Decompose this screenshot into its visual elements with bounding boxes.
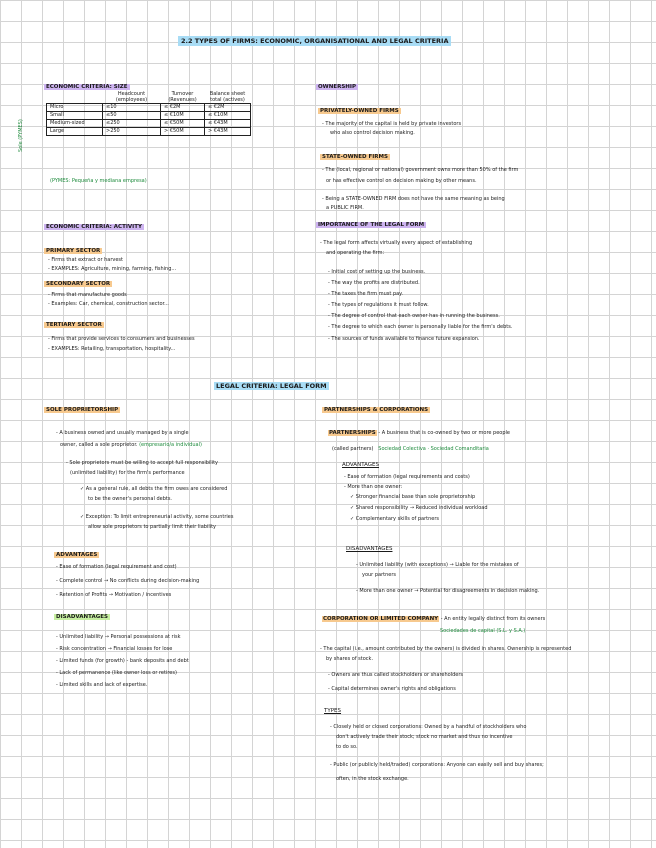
importance-item: - The sources of funds available to finance future expansion. [328,336,480,342]
cell-turnover: ≤ €10M [161,112,205,120]
col-balance: Balance sheet total (actives) [205,91,251,104]
partner-text: - A business that is co-owned by two or more people [378,430,511,436]
sole-intro-text: owner, called a sole proprietor. [60,442,138,448]
partner-dis-heading: DISADVANTAGES [346,546,393,552]
pymes-side-label: Sole (PYMES) [18,119,24,152]
cell-turnover: ≤ €50M [161,120,205,128]
secondary-line: - Examples: Car, chemical, construction sector... [48,301,169,307]
corp-def [322,616,545,623]
sole-intro-green: (empresario/a individual) [139,442,202,448]
importance-item: - The taxes the firm must pay. [328,291,404,297]
cell-balance: ≤ €2M [205,104,251,112]
partner-adv: ✓ Shared responsibility → Reduced individual workload [350,505,488,511]
cell-headcount: ≤50 [103,112,161,120]
partner-dis: - Unlimited liability (with exceptions) → Liable for the mistakes of [356,562,519,568]
legal-form-heading: LEGAL CRITERIA: LEGAL FORM [216,382,327,390]
partner-text2: (called partners) [332,446,374,452]
state-line: or has effective control on decision making by other means. [326,178,477,184]
sole-para: (unlimited liability) for the firm's performance [70,470,185,476]
cell-balance: ≤ €10M [205,112,251,120]
corp-line: by shares of stock. [326,656,374,662]
sole-dis: - Lack of permanence (like owner loss or retires) [56,670,177,676]
partner-def [328,430,510,437]
importance-heading: IMPORTANCE OF THE LEGAL FORM [318,222,425,228]
sole-dis: - Unlimited liability → Personal possessions at risk [56,634,181,640]
table-header-row [47,91,251,104]
row-label: Small [47,112,103,120]
partner-green: Sociedad Colectiva · Sociedad Comanditaria [378,446,489,452]
ownership-heading: OWNERSHIP [318,84,356,90]
importance-item: - The degree to which each owner is personally liable for the firm's debts. [328,324,513,330]
partner-adv: ✓ Complementary skills of partners [350,516,440,522]
private-line: - The majority of the capital is held by private investors [322,121,462,127]
importance-item: - Initial cost of setting up the business. [328,269,426,275]
check-text: Exception: To limit entrepreneurial activity, some countries [85,514,234,520]
sole-heading: SOLE PROPRIETORSHIP [46,407,119,413]
sole-dis: - Risk concentration → Financial losses for lose [56,646,173,652]
cell-headcount: >250 [103,128,161,136]
page-title: 2.2 TYPES OF FIRMS: ECONOMIC, ORGANISATIONAL AND LEGAL CRITERIA [178,36,451,46]
sole-adv: - Retention of Profits → Motivation / incentives [56,592,172,598]
partner-dis: - More than one owner → Potential for disagreements in decision making. [356,588,540,594]
primary-line: - EXAMPLES: Agriculture, mining, farming, fishing... [48,266,177,272]
primary-line: - Firms that extract or harvest [48,257,123,263]
corp-line: - Capital determines owner's rights and obligations [328,686,456,692]
importance-item: - The types of regulations it must follow. [328,302,429,308]
sole-adv: - Ease of formation (legal requirement and cost) [56,564,177,570]
corp-line: - The capital (i.e., amount contributed by the owners) is divided in shares. Ownership is represented [320,646,572,652]
types-line: to do so. [336,744,358,750]
sole-dis-heading: DISADVANTAGES [56,614,108,620]
partner-adv: - More than one owner: [344,484,403,490]
col-turnover: Turnover (Revenues) [161,91,205,104]
types-heading: TYPES [324,708,342,714]
partner-adv: - Ease of formation (legal requirements and costs) [344,474,470,480]
cell-turnover: > €50M [161,128,205,136]
secondary-heading: SECONDARY SECTOR [46,281,111,287]
table-row [47,128,251,136]
types-line: don't actively trade their stock; stock no market and thus no incentive [336,734,513,740]
sole-check-cont: to be the owner's personal debts. [88,496,173,502]
tertiary-line: - Firms that provide services to consumers and businesses [48,336,195,342]
state-heading: STATE-OWNED FIRMS [322,154,388,160]
state-line: - The (local, regional or national) government owns more than 50% of the firm [322,167,519,173]
sole-adv: - Complete control → No conflicts during decision-making [56,578,200,584]
size-heading: ECONOMIC CRITERIA: SIZE [46,84,128,90]
types-line: - Public (or publicly held/traded) corporations: Anyone can easily sell and buy shares; [330,762,544,768]
types-line: often, in the stock exchange. [336,776,409,782]
check-icon: ✓ [80,486,86,492]
partner-adv: ✓ Stronger financial base than sole proprietorship [350,494,476,500]
cell-turnover: ≤ €2M [161,104,205,112]
table-row [47,120,251,128]
row-label: Large [47,128,103,136]
size-table-wrap [46,91,251,136]
tertiary-line: - EXAMPLES: Retailing, transportation, hospitality... [48,346,176,352]
col-headcount: Headcount (employees) [103,91,161,104]
partner-label: PARTNERSHIPS [329,430,376,436]
check-text: As a general rule, all debts the firm owes are considered [85,486,228,492]
tertiary-heading: TERTIARY SECTOR [46,322,102,328]
importance-intro: - The legal form affects virtually every aspect of establishing [320,240,473,246]
table-row [47,104,251,112]
sole-intro: - A business owned and usually managed by a single [56,430,189,436]
check-icon: ✓ [80,514,86,520]
private-line: who also control decision making. [330,130,415,136]
sole-check-cont: allow sole proprietors to partially limit their liability [88,524,217,530]
cell-headcount: ≤250 [103,120,161,128]
state-line: - Being a STATE-OWNED FIRM does not have the same meaning as being [322,196,505,202]
row-label: Medium-sized [47,120,103,128]
partner-dis: your partners [362,572,396,578]
importance-item: - The way the profits are distributed. [328,280,420,286]
activity-heading: ECONOMIC CRITERIA: ACTIVITY [46,224,142,230]
sole-check [80,486,227,493]
sole-intro [60,442,202,449]
corp-label: CORPORATION OR LIMITED COMPANY [323,616,439,622]
sole-para: - Sole proprietors must be willing to accept full responsibility [66,460,218,466]
corp-text: - An entity legally distinct from its owners [440,616,546,622]
sole-dis: - Limited funds (for growth) - bank deposits and debt [56,658,189,664]
types-line: - Closely held or closed corporations: Owned by a handful of stockholders who [330,724,527,730]
sole-adv-heading: ADVANTAGES [56,552,98,558]
cell-balance: > €43M [205,128,251,136]
cell-headcount: ≤10 [103,104,161,112]
state-line: a PUBLIC FIRM. [326,205,364,211]
private-heading: PRIVATELY-OWNED FIRMS [320,108,399,114]
primary-heading: PRIMARY SECTOR [46,248,101,254]
partner-def2 [332,446,489,453]
sole-dis: - Limited skills and lack of expertise. [56,682,148,688]
importance-intro: and operating the firm: [326,250,385,256]
size-table [46,91,251,136]
partnerships-heading: PARTNERSHIPS & CORPORATIONS [324,407,429,413]
importance-item: - The degree of control that each owner has in running the business. [328,313,500,319]
pymes-note: (PYMES: Pequeña y mediana empresa) [50,178,147,184]
sole-check [80,514,233,521]
secondary-line: - Firms that manufacture goods [48,292,127,298]
table-row [47,112,251,120]
row-label: Micro [47,104,103,112]
corp-line: - Owners are thus called stockholders or shareholders [328,672,463,678]
cell-balance: ≤ €43M [205,120,251,128]
partner-adv-heading: ADVANTAGES [342,462,380,468]
corp-green: Sociedades de capital (S.L. y S.A.) [440,628,526,634]
